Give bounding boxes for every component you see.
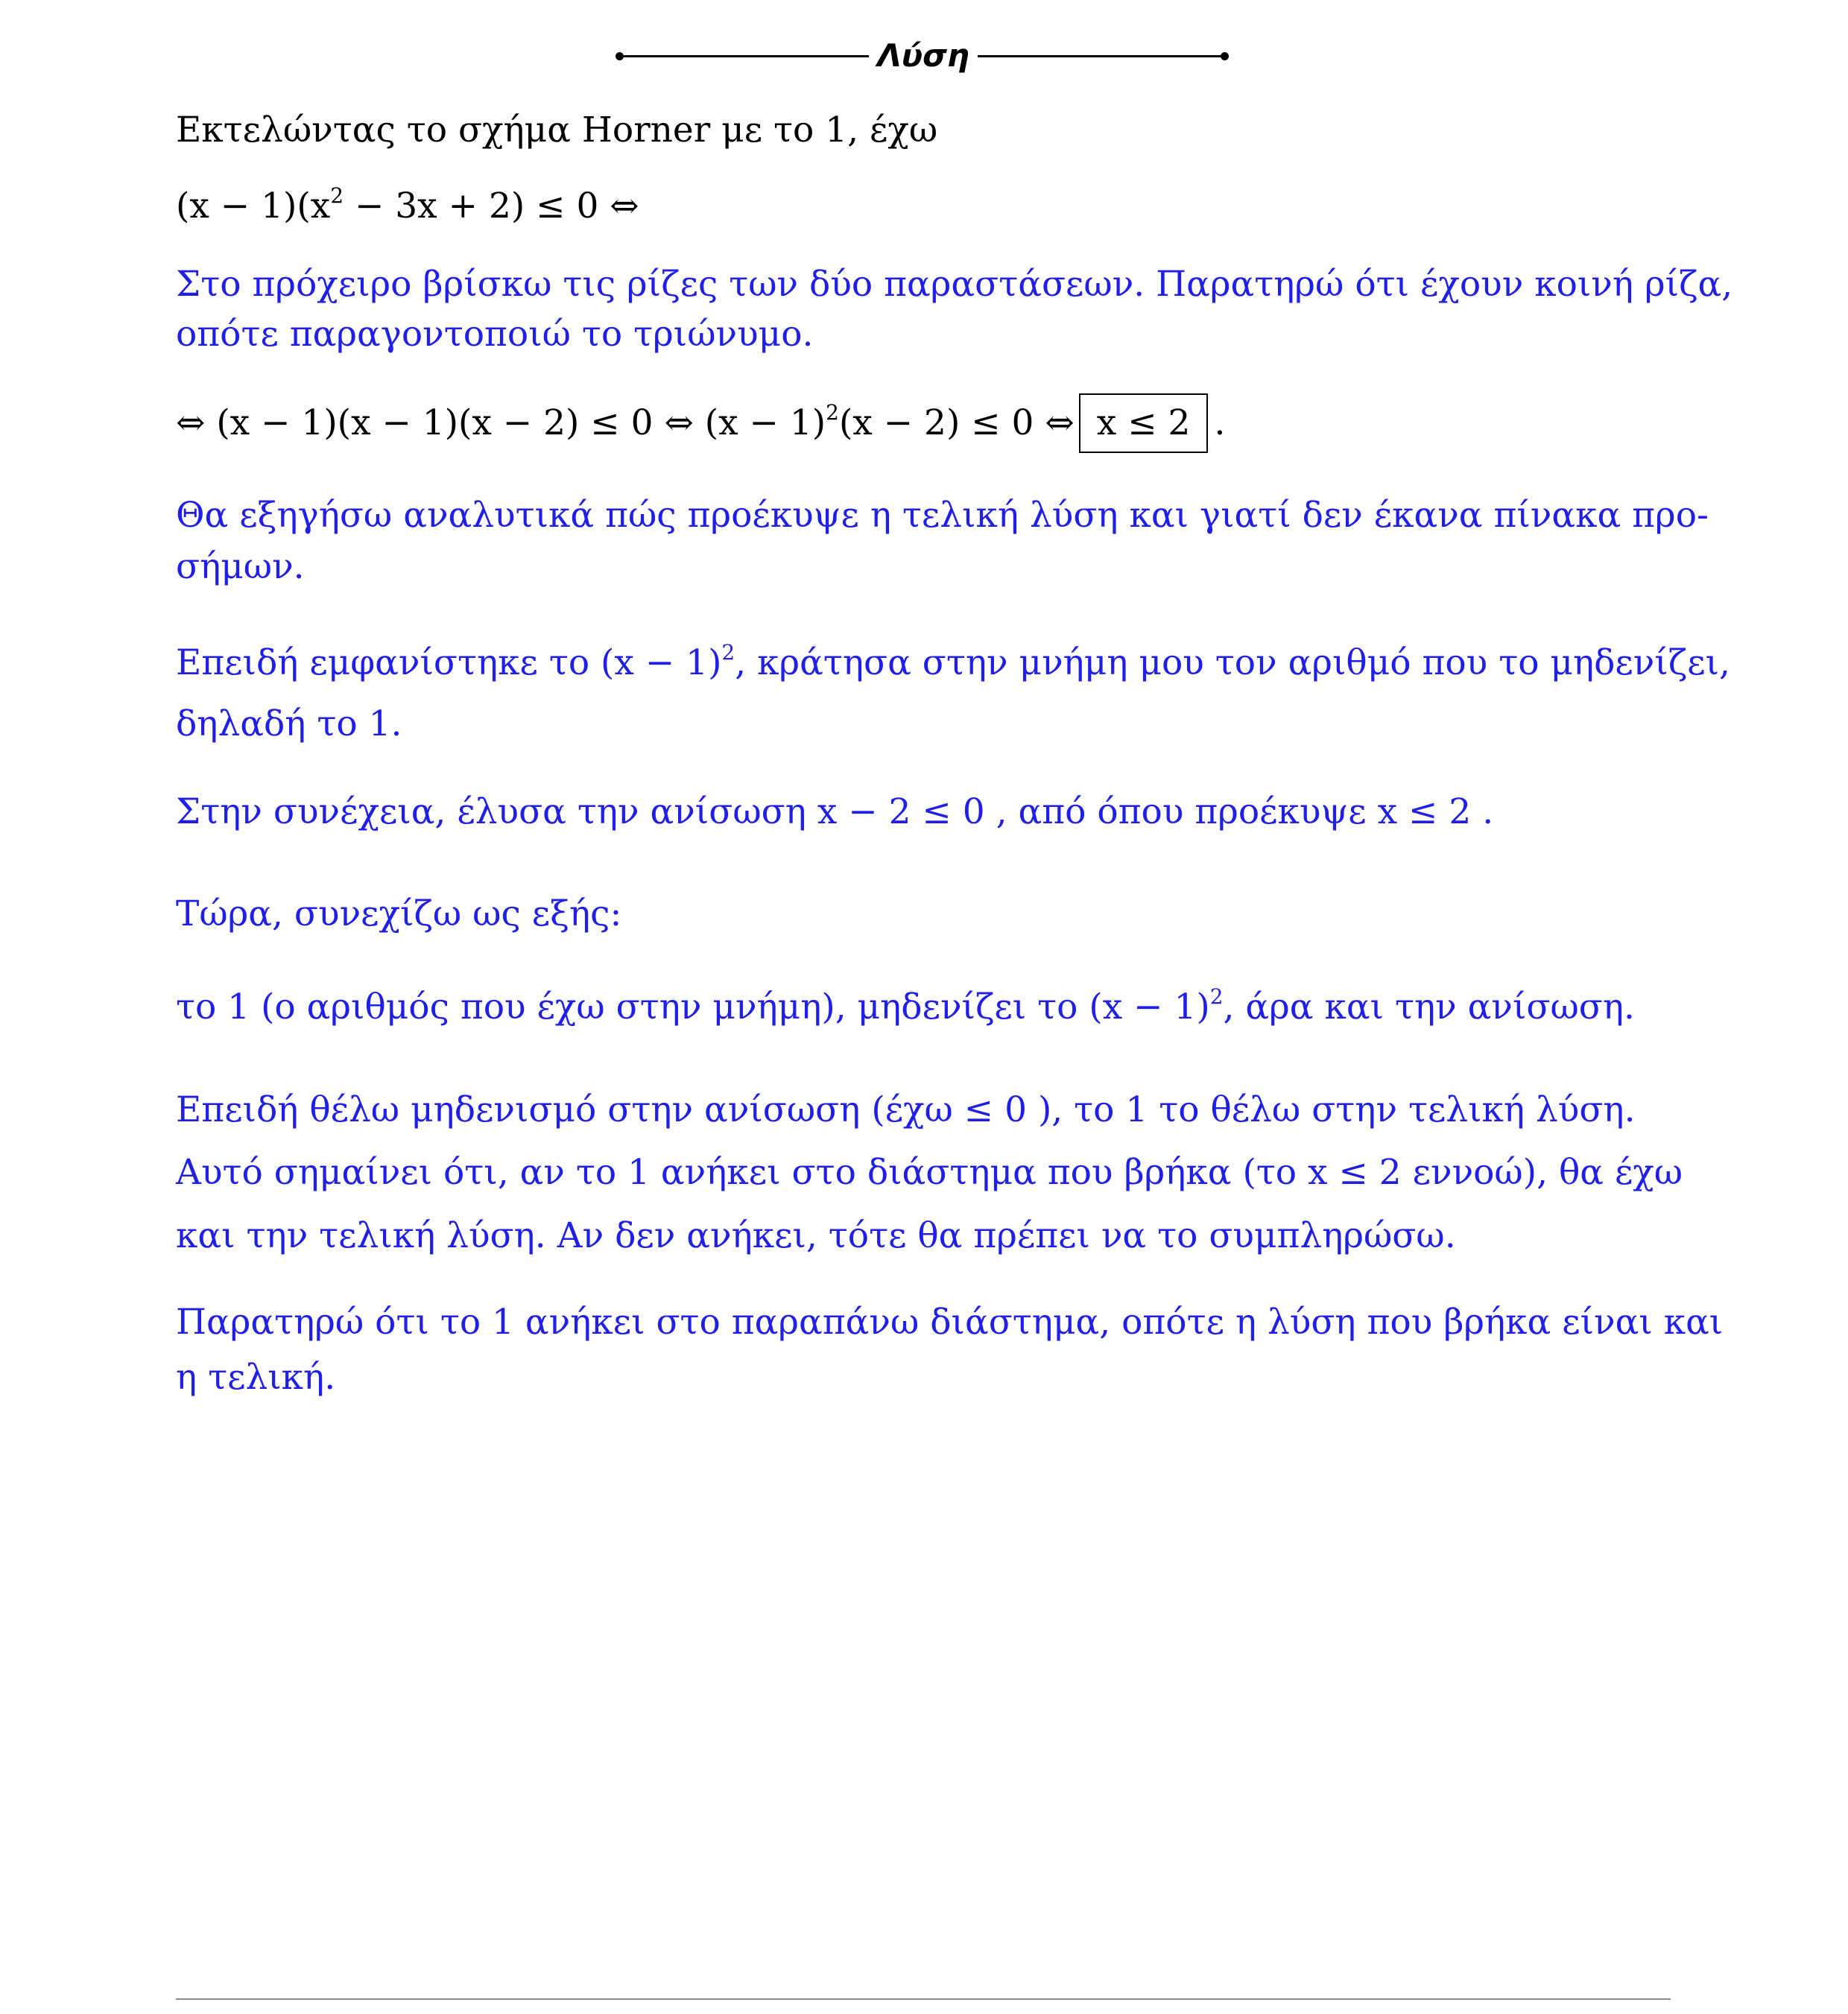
text-line-horner: Εκτελώντας το σχήμα Horner με το 1, έχω: [176, 110, 938, 151]
exponent: 2: [330, 183, 344, 208]
header-dot-right: [1221, 52, 1229, 60]
note-line: δηλαδή το 1.: [176, 703, 402, 744]
exponent: 2: [826, 400, 839, 425]
note-line: Θα εξηγήσω αναλυτικά πώς προέκυψε η τελική λύση και γιατί δεν έκανα πίνακα προ-: [176, 495, 1709, 536]
note-line: Τώρα, συνεχίζω ως εξής:: [176, 893, 622, 934]
note-line: και την τελική λύση. Αν δεν ανήκει, τότε θα πρέπει να το συμπληρώσω.: [176, 1215, 1456, 1256]
equation-solution: [176, 393, 1225, 453]
note-line: οπότε παραγοντοποιώ το τριώνυμο.: [176, 314, 814, 355]
equation-end: .: [1214, 402, 1226, 443]
text-part: , κράτησα στην μνήμη μου τον αριθμό που το μηδενίζει,: [735, 642, 1730, 683]
note-line: Επειδή θέλω μηδενισμό στην ανίσωση (έχω ≤ 0 ), το 1 το θέλω στην τελική λύση.: [176, 1089, 1636, 1130]
note-line: Στην συνέχεια, έλυσα την ανίσωση x − 2 ≤ 0 , από όπου προέκυψε x ≤ 2 .: [176, 791, 1494, 832]
exponent: 2: [721, 640, 735, 665]
equation-part: (x − 1)(x: [176, 186, 331, 227]
text-part: το 1 (ο αριθμός που έχω στην μνήμη), μηδενίζει το (x − 1): [176, 987, 1210, 1027]
note-line: [176, 641, 1730, 685]
note-line: [176, 985, 1635, 1030]
equation-part: − 3x + 2) ≤ 0 ⇔: [344, 186, 639, 227]
header-rule-left: [620, 55, 869, 57]
equation-part: (x − 2) ≤ 0 ⇔: [838, 402, 1075, 443]
equation-part: ⇔ (x − 1)(x − 1)(x − 2) ≤ 0 ⇔ (x − 1): [176, 402, 826, 443]
exponent: 2: [1209, 984, 1224, 1009]
text-part: , άρα και την ανίσωση.: [1223, 987, 1635, 1027]
note-line: Στο πρόχειρο βρίσκω τις ρίζες των δύο παραστάσεων. Παρατηρώ ότι έχουν κοινή ρίζα,: [176, 264, 1733, 305]
note-line: Αυτό σημαίνει ότι, αν το 1 ανήκει στο διάστημα που βρήκα (το x ≤ 2 εννοώ), θα έχω: [176, 1152, 1683, 1193]
boxed-answer: x ≤ 2: [1079, 393, 1209, 453]
footer-rule: [176, 1998, 1671, 2000]
header-title: Λύση: [877, 37, 969, 74]
note-line: σήμων.: [176, 546, 305, 587]
solution-header: [616, 37, 1230, 75]
note-line: η τελική.: [176, 1357, 336, 1398]
equation-factored: [176, 184, 639, 229]
header-rule-right: [978, 55, 1224, 57]
text-part: Επειδή εμφανίστηκε το (x − 1): [176, 642, 722, 683]
note-line: Παρατηρώ ότι το 1 ανήκει στο παραπάνω διάστημα, οπότε η λύση που βρήκα είναι και: [176, 1302, 1724, 1343]
